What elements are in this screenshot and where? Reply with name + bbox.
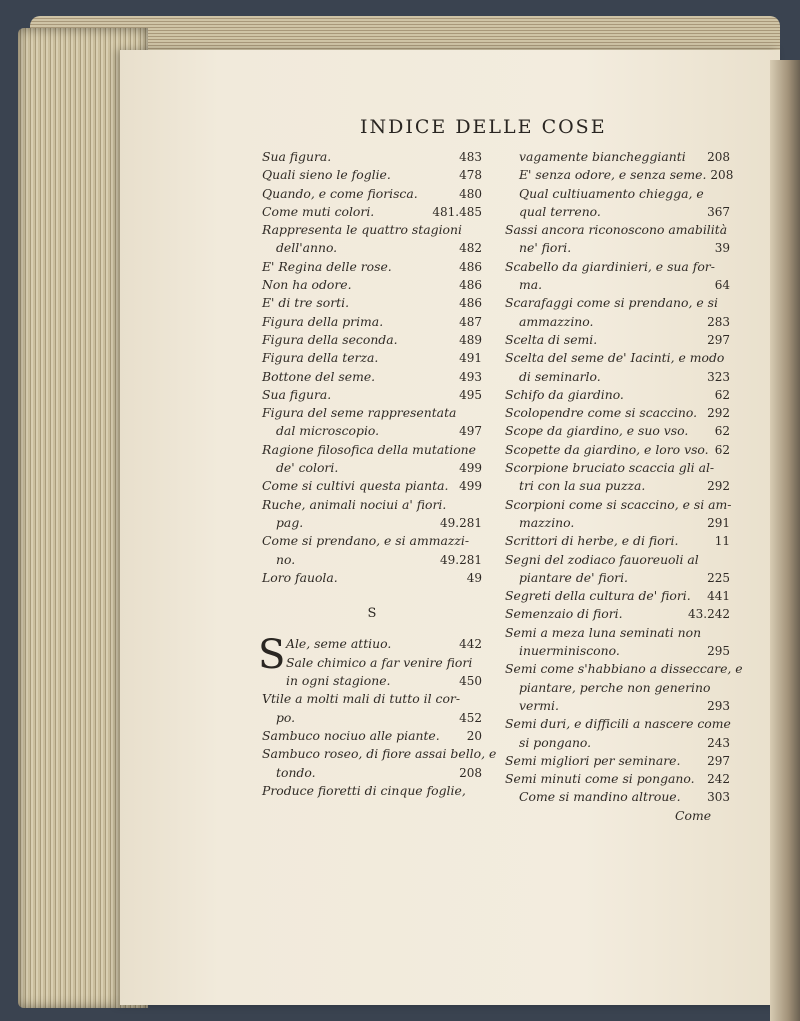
index-entry — [505, 221, 730, 239]
index-entry-page-number: 297 — [707, 332, 730, 347]
index-entry-text: vermi. — [519, 697, 559, 713]
index-entry-text: Loro fauola. — [262, 569, 338, 585]
index-entry — [262, 690, 482, 708]
index-entry-text: Quando, e come fiorisca. — [262, 185, 418, 201]
index-entry-text: Figura del seme rappresentata — [262, 405, 457, 421]
right-column — [505, 148, 743, 807]
index-entry-page-number: 486 — [459, 278, 482, 293]
index-entry-page-number: 43.242 — [688, 607, 730, 622]
index-entry-page-number: 283 — [707, 314, 730, 329]
index-entry-text: Scrittori di herbe, e di fiori. — [505, 533, 679, 549]
index-entry-text: Sambuco roseo, di fiore assai bello, e — [262, 746, 497, 762]
index-entry-text: Come muti colori. — [262, 203, 375, 219]
index-entry-page-number: 292 — [707, 479, 730, 494]
index-entry-text: E' senza odore, e senza seme. — [519, 167, 707, 183]
index-entry-text: Segni del zodiaco fauoreuoli al — [505, 551, 699, 567]
index-entry-text: dal microscopio. — [276, 423, 380, 439]
index-entry-page-number: 208 — [707, 150, 730, 164]
index-entry-text: Qual cultiuamento chiegga, e — [519, 185, 704, 201]
catchword: Come — [675, 808, 712, 823]
index-entry-text: inuerminiscono. — [519, 643, 620, 659]
index-entry-text: vagamente biancheggianti — [519, 149, 686, 164]
index-entry-page-number: 499 — [459, 461, 482, 476]
index-entry — [262, 532, 482, 550]
index-entry — [505, 569, 730, 587]
index-entry — [262, 672, 482, 690]
index-entry — [505, 331, 730, 349]
index-entry — [505, 697, 730, 715]
index-entry — [262, 258, 482, 276]
index-entry — [505, 276, 730, 294]
index-entry-page-number: 49.281 — [440, 552, 482, 567]
index-entry — [262, 349, 482, 367]
index-entry-page-number: 303 — [707, 790, 730, 805]
index-entry — [505, 715, 730, 733]
index-entry-page-number: 493 — [459, 369, 482, 384]
index-entry-page-number: 293 — [707, 698, 730, 713]
index-entry — [262, 404, 482, 422]
index-entry-text: ma. — [519, 277, 543, 293]
index-entry-page-number: 323 — [707, 369, 730, 384]
index-entry-text: Sassi ancora riconoscono amabilità — [505, 222, 728, 238]
index-entry-page-number: 295 — [707, 644, 730, 659]
book-gutter — [770, 60, 800, 1021]
index-entry-page-number: 225 — [707, 570, 730, 585]
index-entry-text: dell'anno. — [276, 240, 338, 256]
index-entry — [262, 727, 482, 745]
index-entry — [262, 782, 482, 800]
section-letter: S — [367, 606, 377, 622]
index-entry — [505, 166, 734, 184]
index-entry-page-number: 495 — [459, 387, 482, 402]
index-entry — [262, 551, 482, 569]
index-entry-page-number: 20 — [466, 728, 482, 743]
index-entry-text: Figura della seconda. — [262, 331, 398, 347]
index-entry — [262, 331, 482, 349]
index-entry — [505, 386, 730, 404]
index-entry — [505, 294, 730, 312]
index-entry — [505, 349, 730, 367]
index-entry-text: di seminarlo. — [519, 368, 601, 384]
index-entry-text: Semi a meza luna seminati non — [505, 624, 702, 640]
index-entry — [505, 587, 730, 605]
index-entry-text: Semi duri, e difficili a nascere come — [505, 716, 731, 732]
index-entry-text: E' di tre sorti. — [262, 295, 350, 311]
index-entry-text: tondo. — [276, 764, 316, 780]
index-entry — [505, 605, 730, 623]
index-entry — [262, 764, 482, 782]
index-entry-page-number: 62 — [714, 387, 730, 402]
index-entry-text: Quali sieno le foglie. — [262, 167, 391, 183]
index-entry-page-number: 489 — [459, 332, 482, 347]
drop-cap: S — [258, 632, 286, 679]
index-entry — [262, 654, 482, 672]
index-entry-text: mazzino. — [519, 514, 575, 530]
index-entry-text: Bottone del seme. — [262, 368, 376, 384]
left-s-entries — [258, 632, 497, 800]
index-entry-text: si pongano. — [519, 734, 592, 750]
index-entry — [262, 496, 482, 514]
index-entry — [262, 221, 482, 239]
index-entry-page-number: 486 — [459, 259, 482, 274]
index-entry-page-number: 64 — [714, 278, 730, 293]
index-entry — [505, 422, 730, 440]
index-entry — [262, 276, 482, 294]
index-entry-text: de' colori. — [276, 460, 339, 476]
index-entry-text: Scorpioni come si scaccino, e si am- — [505, 496, 732, 512]
index-entry — [505, 660, 743, 678]
index-entry — [262, 368, 482, 386]
index-entry-page-number: 452 — [459, 710, 482, 725]
index-entry-text: E' Regina delle rose. — [262, 258, 392, 274]
index-entry — [505, 203, 730, 221]
index-entry — [505, 477, 730, 495]
index-entry-text: Ruche, animali nociui a' fiori. — [262, 496, 447, 512]
index-entry — [505, 752, 730, 770]
index-entry-page-number: 62 — [714, 442, 730, 457]
index-entry-text: Ragione filosofica della mutatione — [262, 441, 476, 457]
index-entry-text: Come si prendano, e si ammazzi- — [262, 533, 470, 549]
index-entry — [505, 514, 730, 532]
index-entry-text: qual terreno. — [519, 203, 601, 219]
index-entry — [505, 679, 730, 697]
index-entry-text: ne' fiori. — [519, 240, 572, 256]
index-entry — [505, 642, 730, 660]
index-entry — [262, 709, 482, 727]
index-entry-text: Sambuco nociuo alle piante. — [262, 727, 440, 743]
index-entry — [505, 459, 730, 477]
index-entry-text: Come si cultivi questa pianta. — [262, 478, 449, 494]
index-entry-text: ammazzino. — [519, 313, 594, 329]
index-entry — [505, 734, 730, 752]
index-entry-page-number: 487 — [459, 314, 482, 329]
index-entry-page-number: 39 — [714, 241, 730, 256]
index-entry-text: Non ha odore. — [262, 277, 352, 293]
index-entry-page-number: 367 — [707, 204, 730, 219]
index-entry — [505, 185, 730, 203]
index-entry-page-number: 49.281 — [440, 515, 482, 530]
index-entry-text: Scelta del seme de' Iacinti, e modo — [505, 350, 725, 366]
index-entry-text: Ale, seme attiuo. — [286, 636, 392, 652]
index-entry — [262, 514, 482, 532]
index-entry-text: Scorpione bruciato scaccia gli al- — [505, 460, 715, 476]
left-entries — [262, 148, 482, 587]
index-entry — [505, 770, 730, 788]
index-entry — [505, 624, 730, 642]
index-entry-text: Semi minuti come si pongano. — [505, 771, 695, 787]
right-entries — [505, 148, 743, 807]
index-entry-text: piantare, perche non generino — [519, 679, 711, 695]
index-entry — [505, 404, 730, 422]
index-entry-text: in ogni stagione. — [286, 673, 391, 689]
index-entry — [262, 441, 482, 459]
index-entry-page-number: 482 — [459, 241, 482, 256]
index-entry — [505, 258, 730, 276]
index-entry — [505, 441, 730, 459]
page-header: INDICE DELLE COSE — [360, 116, 607, 138]
index-entry-page-number: 292 — [707, 406, 730, 421]
index-entry — [262, 294, 482, 312]
index-entry-text: Sale chimico a far venire fiori — [286, 654, 473, 670]
index-entry-page-number: 442 — [459, 637, 482, 652]
index-entry-page-number: 297 — [707, 753, 730, 768]
index-entry — [262, 166, 482, 184]
index-entry-text: Semi migliori per seminare. — [505, 752, 681, 768]
index-entry-page-number: 491 — [459, 351, 482, 366]
index-entry-text: Scolopendre come si scaccino. — [505, 405, 698, 421]
index-entry-text: no. — [276, 551, 296, 567]
index-entry — [262, 386, 482, 404]
index-entry-text: Schifo da giardino. — [505, 386, 624, 402]
index-entry-page-number: 441 — [707, 589, 730, 604]
index-entry — [262, 477, 482, 495]
index-entry-text: pag. — [276, 514, 304, 530]
index-entry-page-number: 243 — [707, 735, 730, 750]
index-entry — [262, 185, 482, 203]
index-entry-text: tri con la sua puzza. — [519, 478, 646, 494]
index-entry-page-number: 11 — [714, 534, 730, 549]
index-entry — [262, 745, 497, 763]
index-entry-page-number: 49 — [466, 570, 482, 585]
index-entry-text: Scopette da giardino, e loro vso. — [505, 441, 709, 457]
index-entry-page-number: 481.485 — [432, 204, 482, 219]
index-entry — [262, 203, 482, 221]
index-entry-page-number: 208 — [710, 168, 734, 183]
index-entry — [262, 569, 482, 587]
index-entry — [505, 239, 730, 257]
index-entry-text: Produce fioretti di cinque foglie, — [262, 782, 466, 798]
index-entry-text: Scelta di semi. — [505, 331, 598, 347]
index-entry-text: Vtile a molti mali di tutto il cor- — [262, 691, 461, 707]
index-entry-page-number: 480 — [459, 186, 482, 201]
index-entry — [262, 148, 482, 166]
index-entry — [262, 313, 482, 331]
index-entry-text: Rappresenta le quattro stagioni — [262, 222, 462, 238]
index-entry-text: Come si mandino altroue. — [519, 789, 681, 805]
index-entry-text: piantare de' fiori. — [519, 569, 628, 585]
index-entry — [505, 368, 730, 386]
index-entry-page-number: 499 — [459, 479, 482, 494]
index-entry-text: Sua figura. — [262, 149, 332, 164]
index-entry-text: Scarafaggi come si prendano, e si — [505, 295, 718, 311]
index-entry — [505, 496, 730, 514]
index-entry-text: Scabello da giardinieri, e sua for- — [505, 258, 715, 274]
index-entry-page-number: 208 — [459, 765, 482, 780]
index-entry — [262, 422, 482, 440]
index-entry-page-number: 62 — [714, 424, 730, 439]
index-entry-text: Semi come s'habbiano a disseccare, e — [505, 661, 743, 677]
index-entry-text: po. — [276, 709, 296, 725]
index-entry-page-number: 242 — [707, 772, 730, 787]
index-entry — [505, 788, 730, 806]
index-entry-text: Figura della prima. — [262, 313, 384, 329]
index-entry-page-number: 483 — [459, 150, 482, 164]
index-entry — [505, 551, 730, 569]
index-entry-page-number: 478 — [459, 168, 482, 183]
index-entry-text: Scope da giardino, e suo vso. — [505, 423, 689, 439]
index-entry-page-number: 291 — [707, 515, 730, 530]
index-entry-text: Figura della terza. — [262, 350, 379, 366]
index-entry — [505, 313, 730, 331]
index-entry-text: Sua figura. — [262, 386, 332, 402]
index-entry-page-number: 497 — [459, 424, 482, 439]
index-entry-text: Segreti della cultura de' fiori. — [505, 588, 691, 604]
index-entry — [262, 239, 482, 257]
index-entry — [505, 532, 730, 550]
index-entry-page-number: 450 — [459, 674, 482, 689]
index-entry — [505, 148, 730, 166]
left-column — [258, 148, 497, 800]
index-entry-text: Semenzaio di fiori. — [505, 606, 623, 622]
index-entry — [262, 459, 482, 477]
index-entry-page-number: 486 — [459, 296, 482, 311]
